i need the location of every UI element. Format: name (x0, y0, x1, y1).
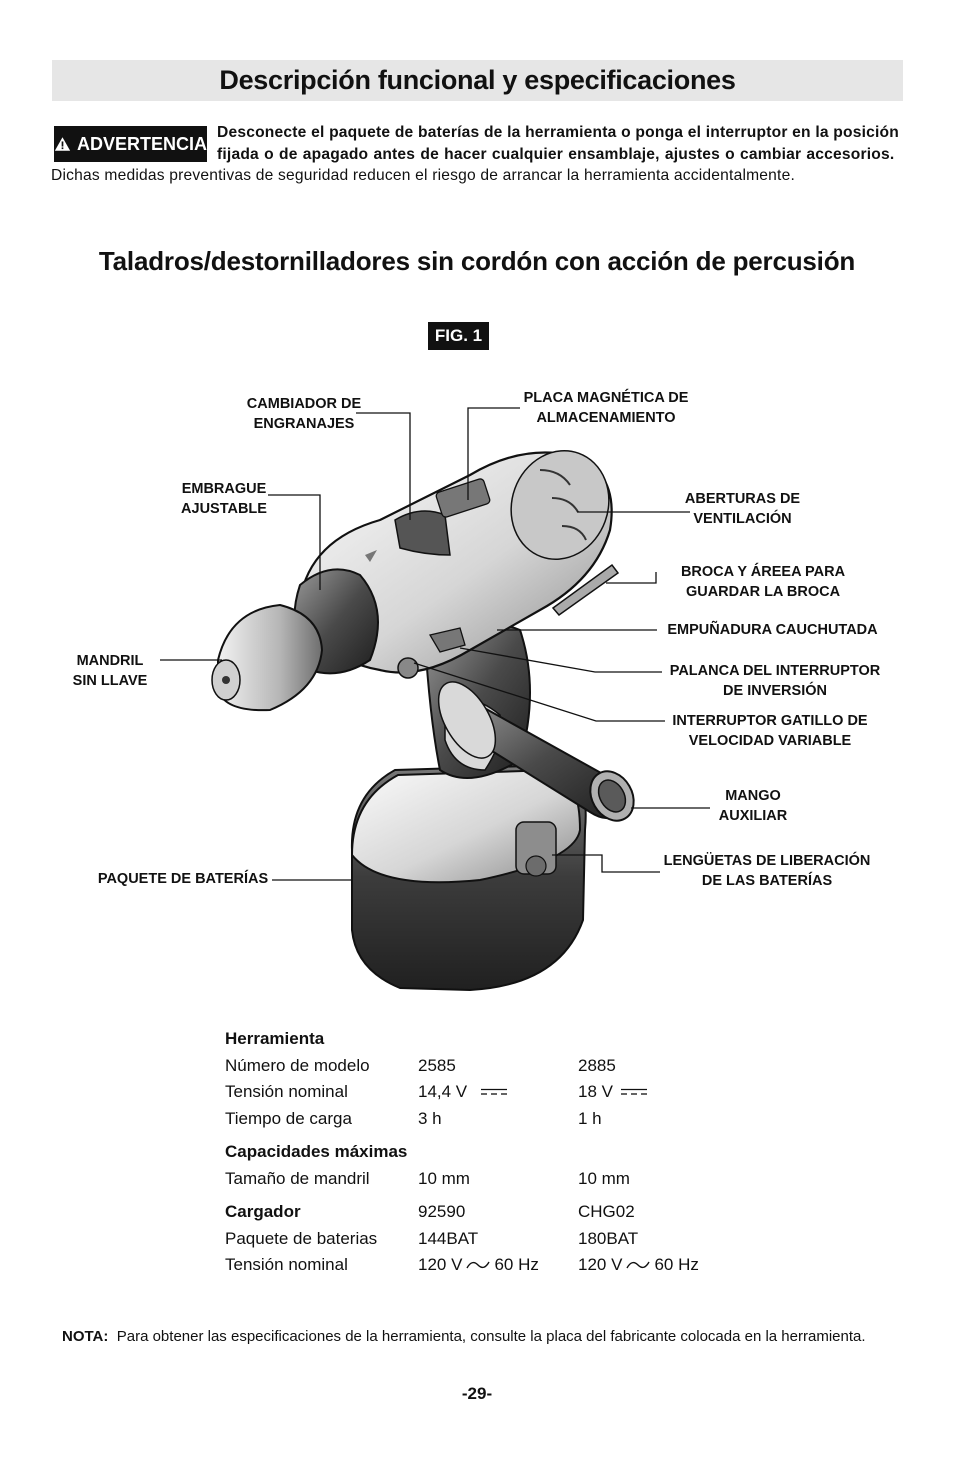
callout-line: LENGÜETAS DE LIBERACIÓN (663, 853, 871, 869)
note-label: NOTA: (62, 1328, 109, 1345)
spec-row-value-b (578, 1079, 647, 1106)
note-text: Para obtener las especificaciones de la herramienta, consulte la placa del fabricante colocada en la herramienta. (116, 1328, 866, 1345)
callout-rubber-grip (660, 621, 885, 641)
value-text: 60 Hz (654, 1255, 699, 1274)
battery-pack-shape (352, 765, 586, 990)
callout-bit-storage (670, 563, 856, 602)
section-title: Taladros/destornilladores sin cordón con acción de percusión (98, 246, 856, 276)
figure-label: FIG. 1 (428, 322, 489, 350)
heading-text: Herramienta (225, 1029, 325, 1048)
callout-magnetic-plate (520, 389, 692, 428)
callout-line: AJUSTABLE (181, 500, 267, 517)
spec-row-value-b: 1 h (578, 1109, 602, 1128)
spec-row-label: Tamaño de mandril (225, 1169, 370, 1188)
value-text: 120 V (418, 1255, 463, 1274)
dc-symbol-icon (621, 1088, 647, 1096)
callout-line: PLACA MAGNÉTICA DE (523, 390, 689, 406)
value-text: 60 Hz (494, 1255, 539, 1274)
spec-row-value-a: 144BAT (418, 1229, 479, 1248)
spec-row-label: Tiempo de carga (225, 1109, 352, 1128)
callout-line: PAQUETE DE BATERÍAS (97, 871, 269, 887)
spec-row-value-b: 2885 (578, 1056, 616, 1075)
callout-line: INTERRUPTOR GATILLO DE (672, 713, 868, 729)
spec-row-value-b (578, 1252, 699, 1279)
spec-row-label: Tensión nominal (225, 1255, 348, 1274)
spec-charger-value-a: 92590 (418, 1202, 466, 1221)
callout-vents (680, 490, 805, 529)
spec-row-value-b: 180BAT (578, 1229, 639, 1248)
callout-chuck (62, 652, 158, 691)
note (62, 1328, 866, 1345)
callout-line: DE INVERSIÓN (723, 682, 827, 699)
callout-line: SIN LLAVE (72, 672, 148, 689)
value-text: 14,4 V (418, 1082, 468, 1101)
spec-row-value-a (418, 1252, 539, 1279)
callout-trigger (667, 712, 873, 751)
page-title: Descripción funcional y especificaciones (219, 65, 736, 95)
spec-row-value-a: 10 mm (418, 1169, 470, 1188)
spec-row-label: Paquete de baterias (225, 1229, 378, 1248)
warning-text: Dichas medidas preventivas de seguridad reducen el riesgo de arrancar la herramienta accidentalmente. (51, 167, 795, 184)
callout-line: AUXILIAR (718, 807, 788, 824)
spec-row-label: Tensión nominal (225, 1082, 348, 1101)
callout-line: EMBRAGUE (181, 481, 267, 497)
callout-gear-changer (240, 395, 368, 434)
callout-line: MANGO (725, 788, 781, 804)
callout-line: GUARDAR LA BROCA (685, 583, 841, 600)
callout-clutch (176, 480, 272, 519)
spec-row-value-b: 10 mm (578, 1169, 630, 1188)
callout-line: EMPUÑADURA CAUCHUTADA (667, 622, 878, 638)
spec-capacity-heading (225, 1139, 407, 1166)
value-text: 18 V (578, 1082, 613, 1101)
spec-row-label: Número de modelo (225, 1056, 370, 1075)
spec-charger-heading (225, 1199, 301, 1226)
callout-line: VELOCIDAD VARIABLE (688, 732, 852, 749)
callout-battery-pack (96, 870, 270, 890)
heading-text: Cargador (225, 1202, 301, 1221)
heading-text: Capacidades máximas (225, 1142, 408, 1161)
callout-line: ABERTURAS DE (684, 491, 801, 507)
callout-line: DE LAS BATERÍAS (701, 872, 833, 889)
spec-row-value-a: 3 h (418, 1109, 442, 1128)
spec-tool-heading (225, 1026, 324, 1053)
callout-line: MANDRIL (76, 653, 144, 669)
callout-line: PALANCA DEL INTERRUPTOR (669, 663, 881, 679)
ac-symbol-icon (626, 1259, 650, 1271)
warning-badge-label: ADVERTENCIA (76, 133, 207, 154)
callout-line: ENGRANAJES (253, 415, 355, 432)
chuck-shape (212, 605, 322, 710)
value-text: 120 V (578, 1255, 623, 1274)
callout-reversing-lever (664, 662, 886, 701)
callout-line: BROCA Y ÁREEA PARA (680, 564, 846, 580)
callout-battery-tabs (660, 852, 874, 891)
spec-row-value-a: 2585 (418, 1056, 456, 1075)
ac-symbol-icon (466, 1259, 490, 1271)
warning-bold-text: Desconecte el paquete de baterías de la herramienta o ponga el interruptor en la posición fijada o de apagado antes de hacer cualquier ensamblaje, ajustes o cambiar accesorios. (217, 124, 899, 163)
page-number: -29- (461, 1384, 493, 1403)
callout-line: CAMBIADOR DE (246, 396, 362, 412)
callout-aux-handle (706, 787, 800, 826)
spec-row-value-a (418, 1079, 507, 1106)
spec-charger-value-b: CHG02 (578, 1202, 635, 1221)
callout-line: VENTILACIÓN (693, 510, 792, 527)
dc-symbol-icon (481, 1088, 507, 1096)
callout-line: ALMACENAMIENTO (536, 409, 676, 426)
